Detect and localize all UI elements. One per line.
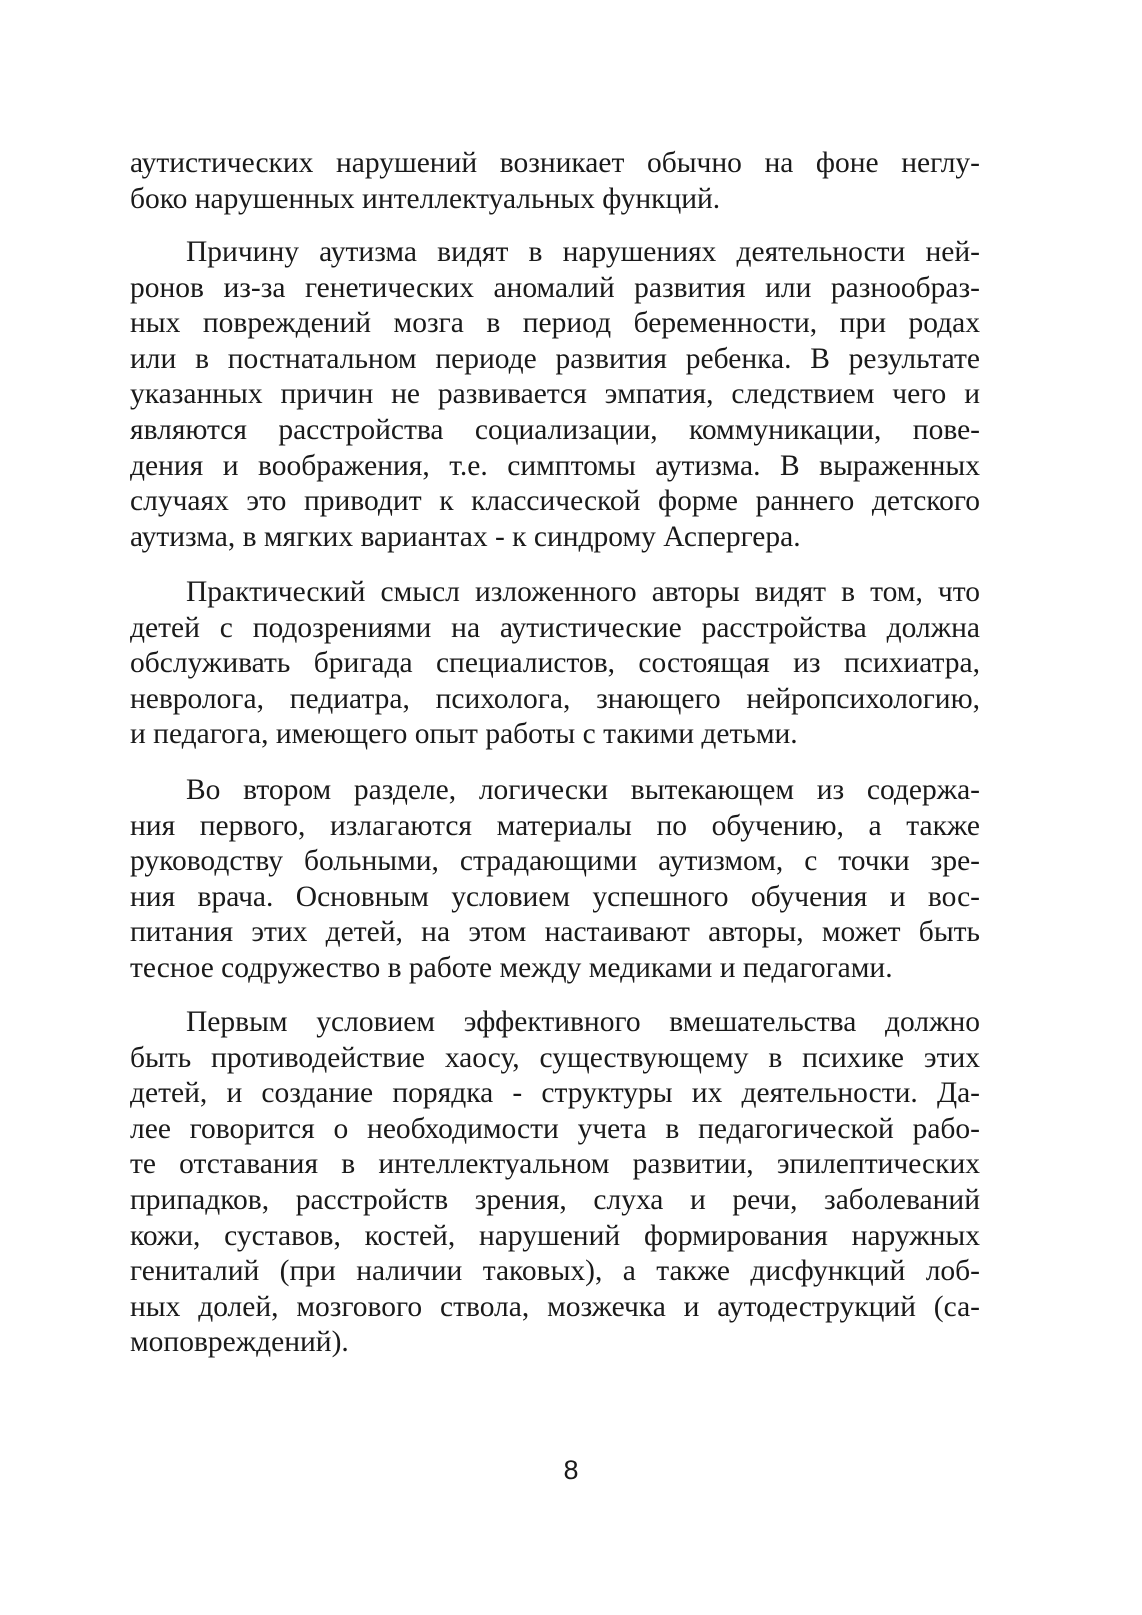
text-line: гениталий (при наличии таковых), а также дисфункций лоб- bbox=[130, 1255, 980, 1288]
text-line: питания этих детей, на этом настаивают авторы, может быть bbox=[130, 916, 980, 949]
text-line: указанных причин не развивается эмпатия, следствием чего и bbox=[130, 378, 980, 411]
text-line: Причину аутизма видят в нарушениях деятельности ней- bbox=[186, 236, 980, 268]
text-line: кожи, суставов, костей, нарушений формирования наружных bbox=[130, 1219, 980, 1252]
text-line: ных долей, мозгового ствола, мозжечка и аутодеструкций (са- bbox=[130, 1290, 980, 1323]
text-line: дения и воображения, т.е. симптомы аутизма. В выраженных bbox=[130, 449, 980, 482]
text-line: или в постнатальном периоде развития ребенка. В результате bbox=[130, 342, 980, 375]
page-number: 8 bbox=[563, 1455, 579, 1485]
text-line: аутистических нарушений возникает обычно на фоне неглу- bbox=[130, 147, 980, 179]
text-line: боко нарушенных интеллектуальных функций. bbox=[130, 182, 721, 215]
text-line: припадков, расстройств зрения, слуха и речи, заболеваний bbox=[130, 1184, 980, 1216]
text-line: Во втором разделе, логически вытекающем из содержа- bbox=[186, 774, 980, 806]
text-line: руководству больными, страдающими аутизмом, с точки зре- bbox=[130, 845, 980, 878]
text-line: и педагога, имеющего опыт работы с такими детьми. bbox=[130, 718, 798, 751]
text-line: обслуживать бригада специалистов, состоящая из психиатра, bbox=[130, 647, 980, 680]
text-line: детей, и создание порядка - структуры их деятельности. Да- bbox=[130, 1077, 980, 1110]
text-line: аутизма, в мягких вариантах - к синдрому Аспергера. bbox=[130, 520, 801, 553]
text-line: невролога, педиатра, психолога, знающего нейропсихологию, bbox=[130, 682, 980, 715]
text-line: Первым условием эффективного вмешательства должно bbox=[186, 1006, 980, 1038]
text-line: являются расстройства социализации, коммуникации, пове- bbox=[130, 414, 980, 446]
text-line: ных повреждений мозга в период беременности, при родах bbox=[130, 307, 980, 340]
text-line: быть противодействие хаосу, существующему в психике этих bbox=[130, 1041, 980, 1074]
text-line: детей с подозрениями на аутистические расстройства должна bbox=[130, 611, 980, 644]
text-line: Практический смысл изложенного авторы видят в том, что bbox=[186, 576, 980, 608]
text-line: ния первого, излагаются материалы по обучению, а также bbox=[130, 809, 980, 842]
text-line: ронов из-за генетических аномалий развития или разнообраз- bbox=[130, 271, 980, 304]
text-line: те отставания в интеллектуальном развитии, эпилептических bbox=[130, 1148, 980, 1181]
text-line: тесное содружество в работе между медиками и педагогами. bbox=[130, 952, 893, 984]
text-line: случаях это приводит к классической форме раннего детского bbox=[130, 485, 980, 518]
text-line: лее говорится о необходимости учета в педагогической рабо- bbox=[130, 1112, 980, 1145]
text-line: моповреждений). bbox=[130, 1326, 349, 1359]
text-line: ния врача. Основным условием успешного обучения и вос- bbox=[130, 880, 980, 913]
